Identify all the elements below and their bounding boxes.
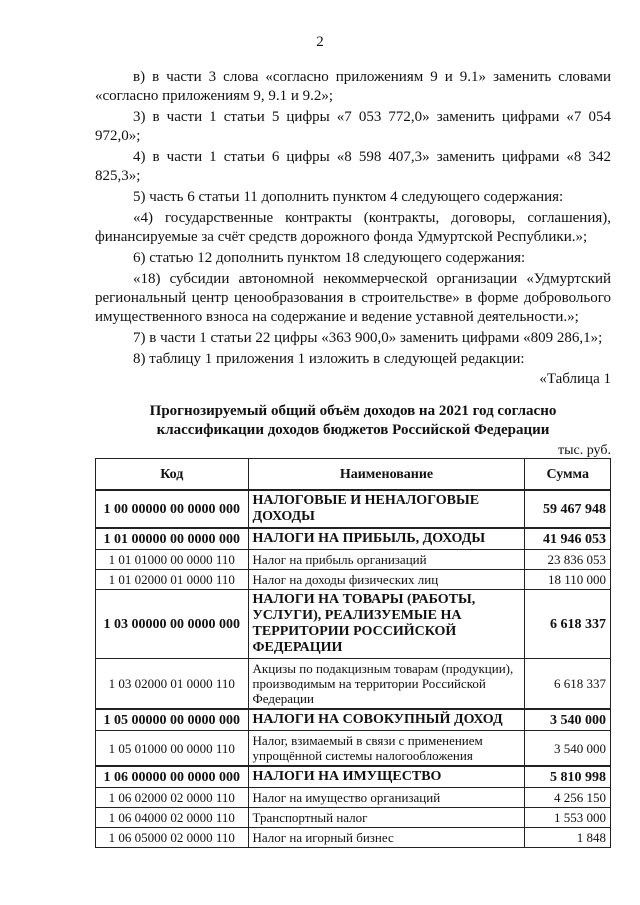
row-sum: 1 553 000 [525, 808, 611, 828]
table-row [96, 766, 611, 788]
table-row [96, 550, 611, 570]
row-sum: 6 618 337 [525, 590, 611, 659]
table-row [96, 808, 611, 828]
row-sum: 4 256 150 [525, 788, 611, 808]
paragraph-item-18: «18) субсидии автономной некоммерческой организации «Удмуртский региональный центр ценообразования в строительстве» в форме доброволього имущественного взноса на содержание и ведение уставной деятельности.»; [95, 271, 611, 325]
row-name: НАЛОГИ НА СОВОКУПНЫЙ ДОХОД [248, 709, 525, 731]
paragraph-amendment-5: 5) часть 6 статьи 11 дополнить пунктом 4 следующего содержания: [133, 189, 564, 205]
row-sum: 6 618 337 [525, 659, 611, 710]
row-sum: 18 110 000 [525, 570, 611, 590]
row-name: Налог на доходы физических лиц [248, 570, 525, 590]
revenue-table [95, 458, 611, 848]
row-sum: 5 810 998 [525, 766, 611, 788]
row-sum: 59 467 948 [525, 490, 611, 528]
row-code: 1 03 00000 00 0000 000 [96, 590, 249, 659]
table-row [96, 731, 611, 767]
table-row [96, 528, 611, 550]
table-label: «Таблица 1 [539, 371, 611, 387]
row-name: Налог на имущество организаций [248, 788, 525, 808]
row-name: Транспортный налог [248, 808, 525, 828]
row-name: Налог, взимаемый в связи с применением упрощённой системы налогообложения [248, 731, 525, 767]
row-sum: 23 836 053 [525, 550, 611, 570]
table-row [96, 570, 611, 590]
table-row [96, 709, 611, 731]
row-code: 1 01 01000 00 0000 110 [96, 550, 249, 570]
row-code: 1 05 01000 00 0000 110 [96, 731, 249, 767]
row-name: Акцизы по подакцизным товарам (продукции), производимым на территории Российской Федерации [248, 659, 525, 710]
paragraph-amendment-6: 6) статью 12 дополнить пунктом 18 следующего содержания: [133, 250, 526, 266]
table-row [96, 828, 611, 848]
row-sum: 3 540 000 [525, 731, 611, 767]
paragraph-item-4: «4) государственные контракты (контракты, договоры, соглашения), финансируемые за счёт средств дорожного фонда Удмуртской Республики.»; [95, 210, 611, 245]
row-sum: 3 540 000 [525, 709, 611, 731]
row-name: Налог на игорный бизнес [248, 828, 525, 848]
row-code: 1 06 02000 02 0000 110 [96, 788, 249, 808]
document-body [95, 68, 611, 371]
row-code: 1 06 00000 00 0000 000 [96, 766, 249, 788]
row-code: 1 06 05000 02 0000 110 [96, 828, 249, 848]
header-sum: Сумма [525, 459, 611, 491]
table-row [96, 659, 611, 710]
row-name: НАЛОГИ НА ИМУЩЕСТВО [248, 766, 525, 788]
paragraph-amendment-v: в) в части 3 слова «согласно приложениям 9 и 9.1» заменить словами «согласно приложениям 9, 9.1 и 9.2»; [95, 69, 611, 104]
table-row [96, 490, 611, 528]
table-header-row [96, 459, 611, 491]
paragraph-amendment-8: 8) таблицу 1 приложения 1 изложить в следующей редакции: [133, 351, 525, 367]
row-code: 1 00 00000 00 0000 000 [96, 490, 249, 528]
row-code: 1 01 02000 01 0000 110 [96, 570, 249, 590]
row-sum: 41 946 053 [525, 528, 611, 550]
row-code: 1 03 02000 01 0000 110 [96, 659, 249, 710]
paragraph-amendment-3: 3) в части 1 статьи 5 цифры «7 053 772,0» заменить цифрами «7 054 972,0»; [95, 109, 611, 144]
table-row [96, 590, 611, 659]
paragraph-amendment-7: 7) в части 1 статьи 22 цифры «363 900,0» заменить цифрами «809 286,1»; [133, 330, 603, 346]
row-name: НАЛОГОВЫЕ И НЕНАЛОГОВЫЕ ДОХОДЫ [248, 490, 525, 528]
row-name: НАЛОГИ НА ПРИБЫЛЬ, ДОХОДЫ [248, 528, 525, 550]
header-code: Код [96, 459, 249, 491]
row-sum: 1 848 [525, 828, 611, 848]
page-number: 2 [316, 34, 324, 50]
row-name: НАЛОГИ НА ТОВАРЫ (РАБОТЫ, УСЛУГИ), РЕАЛИЗУЕМЫЕ НА ТЕРРИТОРИИ РОССИЙСКОЙ ФЕДЕРАЦИИ [248, 590, 525, 659]
table-row [96, 788, 611, 808]
row-code: 1 06 04000 02 0000 110 [96, 808, 249, 828]
unit-label: тыс. руб. [558, 443, 611, 458]
paragraph-amendment-4: 4) в части 1 статьи 6 цифры «8 598 407,3» заменить цифрами «8 342 825,3»; [95, 149, 611, 184]
row-code: 1 01 00000 00 0000 000 [96, 528, 249, 550]
table-title: Прогнозируемый общий объём доходов на 2021 год согласно классификации доходов бюджетов Российской Федерации [149, 403, 557, 438]
row-code: 1 05 00000 00 0000 000 [96, 709, 249, 731]
header-name: Наименование [248, 459, 525, 491]
row-name: Налог на прибыль организаций [248, 550, 525, 570]
